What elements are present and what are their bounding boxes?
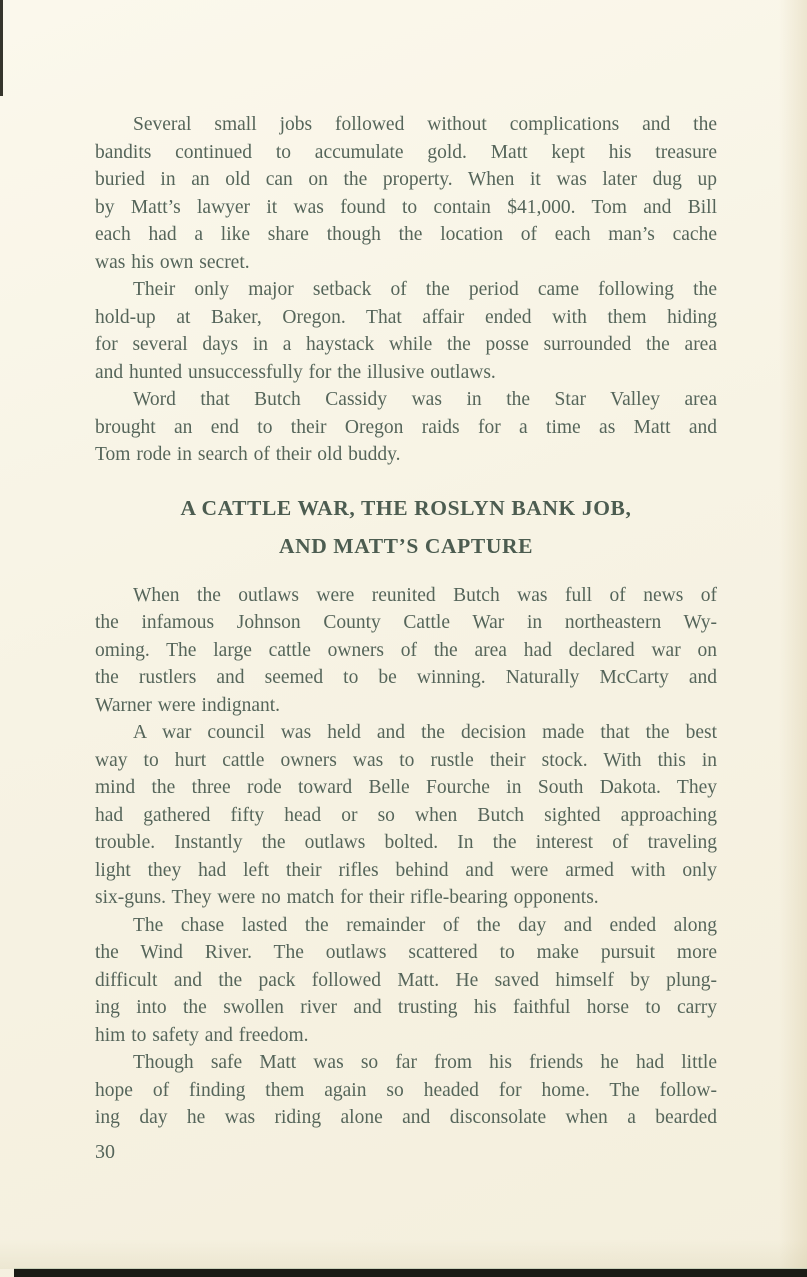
text-line: difficult and the pack followed Matt. He saved himself by plung- [95, 969, 717, 991]
paragraph [95, 276, 717, 386]
section-heading-line-1: A CATTLE WAR, THE ROSLYN BANK JOB, [180, 495, 632, 520]
text-line: mind the three rode toward Belle Fourche in South Dakota. They [95, 777, 717, 798]
text-line: Word that Butch Cassidy was in the Star Valley area [133, 389, 717, 410]
text-line: oming. The large cattle owners of the area had declared war on [95, 639, 717, 661]
scan-vignette-bottom [0, 1239, 807, 1269]
text-line: Though safe Matt was so far from his friends he had little [133, 1052, 717, 1073]
scan-edge-artifact-top-left [0, 0, 3, 96]
text-line: When the outlaws were reunited Butch was full of news of [133, 584, 717, 606]
text-line: A war council was held and the decision made that the best [133, 722, 717, 743]
text-line: six-guns. They were no match for their rifle-bearing opponents. [95, 887, 599, 908]
text-line: ing day he was riding alone and disconsolate when a bearded [95, 1107, 717, 1128]
text-line: bandits continued to accumulate gold. Matt kept his treasure [95, 141, 717, 163]
text-line: light they had left their rifles behind and were armed with only [95, 859, 717, 881]
text-line: and hunted unsuccessfully for the illusive outlaws. [95, 361, 496, 383]
text-line: Warner were indignant. [95, 694, 281, 716]
paragraphs-after-heading [95, 582, 717, 1132]
scan-vignette-right [779, 0, 807, 1277]
text-line: The chase lasted the remainder of the day and ended along [133, 914, 717, 936]
text-line: way to hurt cattle owners was to rustle their stock. With this in [95, 749, 717, 771]
section-heading [95, 489, 717, 565]
text-line: the rustlers and seemed to be winning. Naturally McCarty and [95, 667, 717, 688]
paragraph [95, 111, 717, 276]
paragraph [95, 386, 717, 469]
text-line: ing into the swollen river and trusting his faithful horse to carry [95, 997, 717, 1018]
paragraph [95, 719, 717, 912]
scan-edge-artifact-bottom [14, 1268, 807, 1277]
section-heading-line-2: AND MATT’S CAPTURE [278, 533, 534, 558]
text-line: hope of finding them again so headed for home. The follow- [95, 1079, 717, 1101]
text-line: had gathered fifty head or so when Butch sighted approaching [95, 804, 717, 826]
text-block [95, 111, 717, 1166]
text-line: each had a like share though the location of each man’s cache [95, 224, 717, 245]
text-line: was his own secret. [95, 251, 250, 273]
text-line: by Matt’s lawyer it was found to contain $41,000. Tom and Bill [95, 196, 717, 218]
paragraph [95, 582, 717, 720]
page-number: 30 [95, 1140, 115, 1163]
paragraph [95, 912, 717, 1050]
paragraph [95, 1049, 717, 1132]
text-line: the infamous Johnson County Cattle War in northeastern Wy- [95, 612, 717, 633]
text-line: Several small jobs followed without complications and the [133, 114, 717, 135]
text-line: him to safety and freedom. [95, 1024, 309, 1046]
text-line: Tom rode in search of their old buddy. [95, 444, 401, 465]
text-line: trouble. Instantly the outlaws bolted. In the interest of traveling [95, 832, 717, 853]
text-line: the Wind River. The outlaws scattered to make pursuit more [95, 942, 717, 963]
text-line: Their only major setback of the period came following the [133, 279, 717, 300]
text-line: for several days in a haystack while the posse surrounded the area [95, 334, 717, 355]
text-line: buried in an old can on the property. When it was later dug up [95, 169, 717, 190]
paragraphs-before-heading [95, 111, 717, 469]
text-line: brought an end to their Oregon raids for a time as Matt and [95, 416, 717, 438]
text-line: hold-up at Baker, Oregon. That affair ended with them hiding [95, 306, 717, 328]
